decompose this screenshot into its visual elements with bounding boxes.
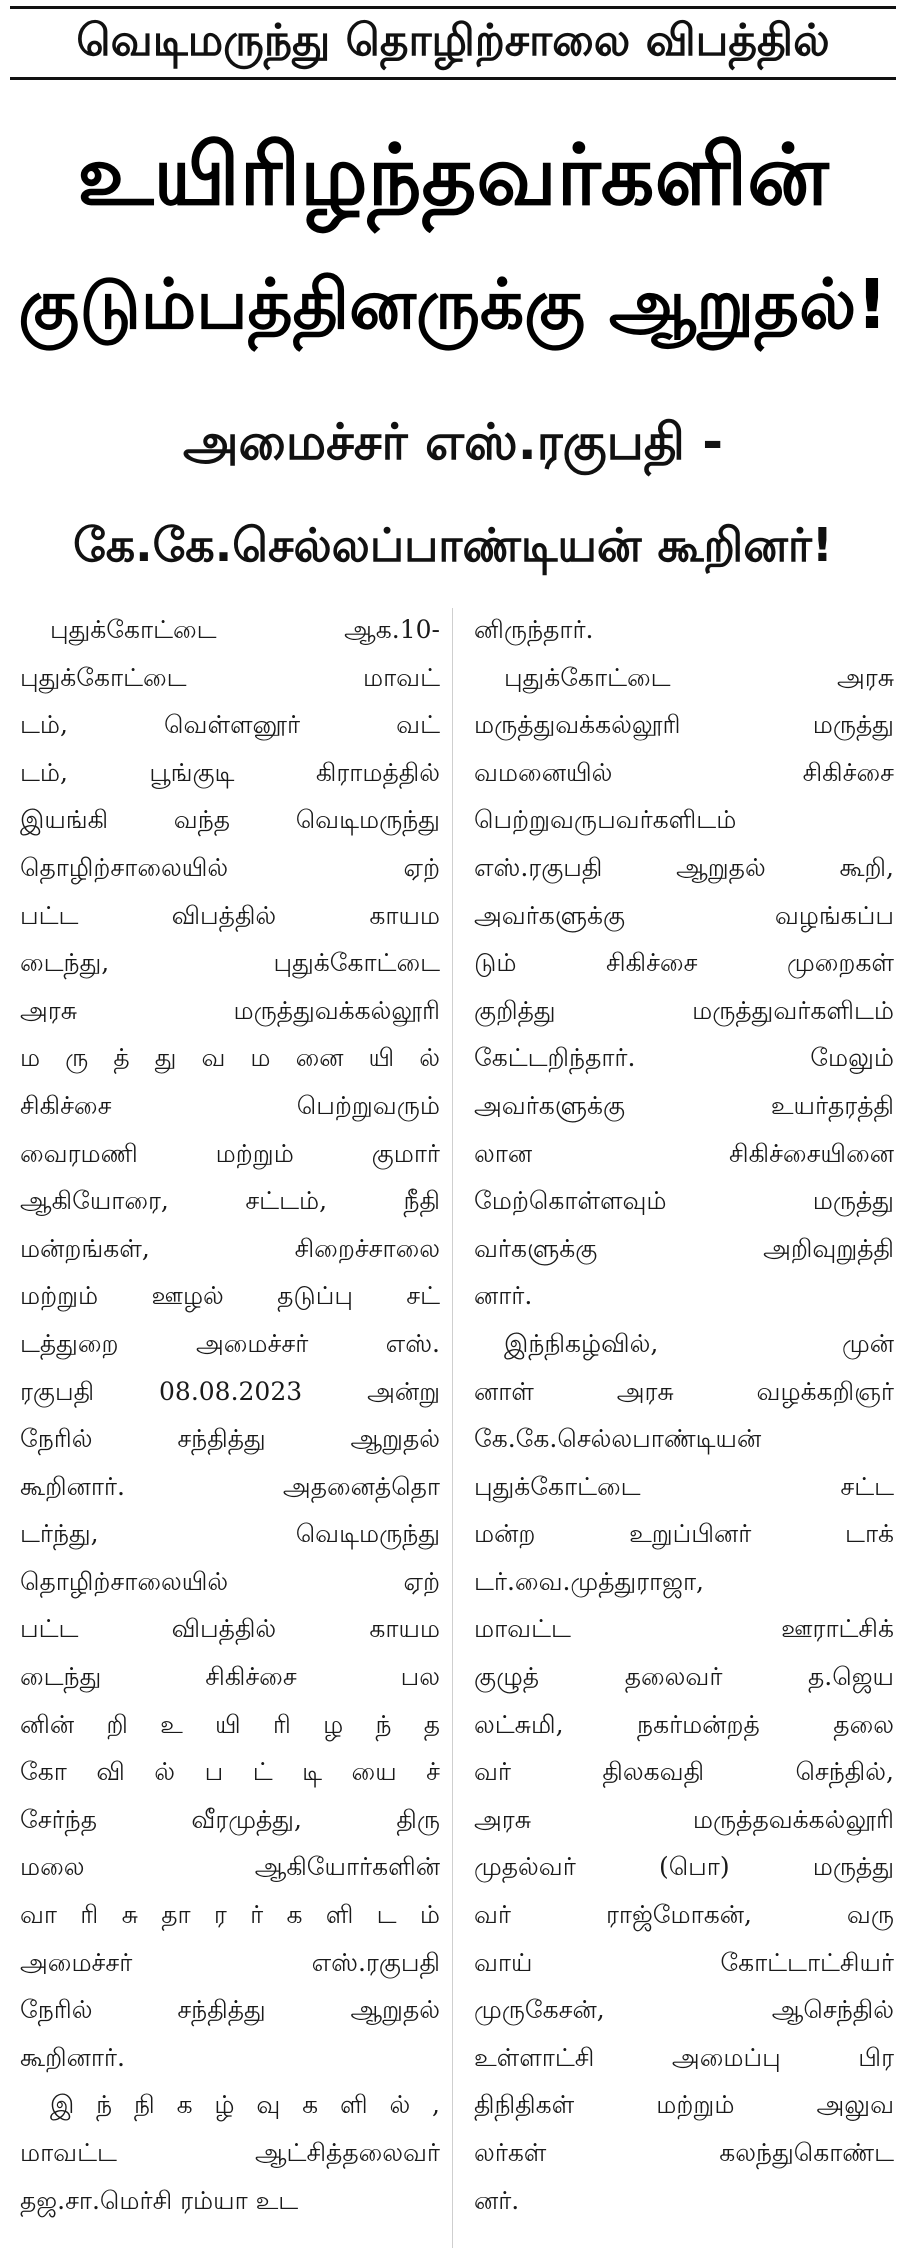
- article-text-line: மாவட்ட ஊராட்சிக்: [474, 1614, 894, 1644]
- article-text-line: முதல்வர் (பொ) மருத்து: [474, 1852, 894, 1882]
- article-text-line: சேர்ந்த வீரமுத்து, திரு: [20, 1804, 440, 1834]
- article-text-line: லான சிகிச்சையினை: [474, 1138, 894, 1168]
- article-column-right: [474, 606, 894, 2224]
- article-text-line: மாவட்ட ஆட்சித்தலைவர்: [20, 2138, 440, 2167]
- article-text-line: புதுக்கோட்டை ஆக.10-: [50, 615, 440, 644]
- article-text-line: மருத்துவக்கல்லூரி மருத்து: [474, 710, 894, 740]
- article-text-line: மற்றும் ஊழல் தடுப்பு சட்: [20, 1281, 440, 1311]
- article-text-line: கே.கே.செல்லபாண்டியன்: [474, 1424, 762, 1454]
- article-text-line: தொழிற்சாலையில் ஏற்: [20, 1566, 440, 1596]
- article-text-line: கூறினார். அதனைத்தொ: [20, 1471, 440, 1501]
- article-text-line: னாள் அரசு வழக்கறிஞர்: [474, 1376, 894, 1406]
- article-text-line: லட்சுமி, நகர்மன்றத் தலை: [474, 1709, 894, 1739]
- article-text-line: டர்.வை.முத்துராஜா,: [474, 1566, 704, 1596]
- article-text-line: ரகுபதி 08.08.2023 அன்று: [20, 1376, 440, 1406]
- main-headline-line-2: குடும்பத்தினருக்கு ஆறுதல்!: [18, 265, 888, 345]
- article-text-line: தொழிற்சாலையில் ஏற்: [20, 852, 440, 882]
- article-text-line: வர் ராஜ்மோகன், வரு: [474, 1900, 894, 1930]
- article-text-line: பட்ட விபத்தில் காயம: [20, 1614, 440, 1644]
- column-divider: [452, 608, 453, 2248]
- article-text-line: டைந்து சிகிச்சை பல: [20, 1662, 440, 1692]
- article-text-line: அரசு மருத்தவக்கல்லூரி: [474, 1804, 894, 1834]
- article-text-line: இ ந் நி க ழ் வு க ளி ல் ,: [50, 2090, 440, 2120]
- article-text-line: எஸ்.ரகுபதி ஆறுதல் கூறி,: [474, 852, 894, 882]
- article-text-line: அமைச்சர் எஸ்.ரகுபதி: [20, 1947, 440, 1977]
- article-text-line: பட்ட விபத்தில் காயம: [20, 900, 440, 930]
- article-text-line: டர்ந்து, வெடிமருந்து: [20, 1519, 440, 1549]
- article-text-line: லர்கள் கலந்துகொண்ட: [474, 2138, 894, 2167]
- article-text-line: இயங்கி வந்த வெடிமருந்து: [20, 805, 440, 835]
- article-text-line: மன்ற உறுப்பினர் டாக்: [474, 1519, 894, 1549]
- article-text-line: புதுக்கோட்டை மாவட்: [20, 662, 440, 692]
- article-text-line: வர் திலகவதி செந்தில்,: [474, 1757, 894, 1787]
- article-text-line: தஜ.சா.மெர்சி ரம்யா உட: [20, 2185, 299, 2215]
- article-text-line: மேற்கொள்ளவும் மருத்து: [474, 1186, 894, 1216]
- article-text-line: டைந்து, புதுக்கோட்டை: [20, 948, 440, 978]
- article-text-line: திநிதிகள் மற்றும் அலுவ: [474, 2090, 894, 2120]
- article-text-line: புதுக்கோட்டை அரசு: [504, 662, 894, 692]
- article-text-line: அவர்களுக்கு வழங்கப்ப: [474, 900, 894, 930]
- article-text-line: வா ரி சு தா ர ர் க ளி ட ம்: [20, 1900, 440, 1930]
- article-text-line: அரசு மருத்துவக்கல்லூரி: [20, 995, 440, 1025]
- article-text-line: னார்.: [474, 1281, 533, 1311]
- article-text-line: ம ரு த் து வ ம னை யி ல்: [20, 1043, 440, 1073]
- article-text-line: உள்ளாட்சி அமைப்பு பிர: [474, 2042, 894, 2072]
- subheadline-line-2: கே.கே.செல்லப்பாண்டியன் கூறினர்!: [73, 518, 833, 572]
- subheadline-line-1: அமைச்சர் எஸ்.ரகுபதி -: [182, 413, 724, 471]
- article-text-line: டும் சிகிச்சை முறைகள்: [474, 948, 894, 978]
- article-text-line: அவர்களுக்கு உயர்தரத்தி: [474, 1090, 894, 1120]
- article-text-line: மன்றங்கள், சிறைச்சாலை: [20, 1233, 440, 1263]
- article-text-line: குறித்து மருத்துவர்களிடம்: [474, 995, 894, 1025]
- article-text-line: புதுக்கோட்டை சட்ட: [474, 1471, 894, 1501]
- article-text-line: வமனையில் சிகிச்சை: [474, 757, 894, 787]
- article-text-line: ஆகியோரை, சட்டம், நீதி: [20, 1186, 440, 1216]
- article-text-line: டம், வெள்ளனூர் வட்: [20, 710, 440, 740]
- article-text-line: னர்.: [474, 2185, 520, 2215]
- article-text-line: குழுத் தலைவர் த.ஜெய: [474, 1662, 894, 1692]
- article-text-line: முருகேசன், ஆசெந்தில்: [474, 1995, 894, 2025]
- article-text-line: கோ வி ல் ப ட் டி யை ச்: [20, 1757, 440, 1787]
- article-text-line: னின் றி உ யி ரி ழ ந் த: [20, 1709, 440, 1739]
- article-text-line: டம், பூங்குடி கிராமத்தில்: [20, 757, 440, 787]
- article-text-line: டத்துறை அமைச்சர் எஸ்.: [20, 1328, 440, 1358]
- main-headline-line-1: உயிரிழந்தவர்களின்: [77, 126, 829, 224]
- kicker-headline: வெடிமருந்து தொழிற்சாலை விபத்தில்: [10, 6, 896, 80]
- article-text-line: பெற்றுவருபவர்களிடம்: [474, 805, 737, 835]
- article-text-line: வர்களுக்கு அறிவுறுத்தி: [474, 1233, 894, 1263]
- article-text-line: நேரில் சந்தித்து ஆறுதல்: [20, 1424, 440, 1454]
- article-text-line: வைரமணி மற்றும் குமார்: [20, 1138, 440, 1168]
- article-text-line: மலை ஆகியோர்களின்: [20, 1852, 440, 1882]
- article-text-line: சிகிச்சை பெற்றுவரும்: [20, 1090, 440, 1120]
- article-text-line: இந்நிகழ்வில், முன்: [504, 1328, 894, 1358]
- article-text-line: கேட்டறிந்தார். மேலும்: [474, 1043, 894, 1073]
- article-column-left: [20, 606, 440, 2224]
- article-text-line: வாய் கோட்டாட்சியர்: [474, 1947, 894, 1977]
- article-text-line: னிருந்தார்.: [474, 615, 594, 644]
- article-text-line: நேரில் சந்தித்து ஆறுதல்: [20, 1995, 440, 2025]
- article-text-line: கூறினார்.: [20, 2042, 125, 2072]
